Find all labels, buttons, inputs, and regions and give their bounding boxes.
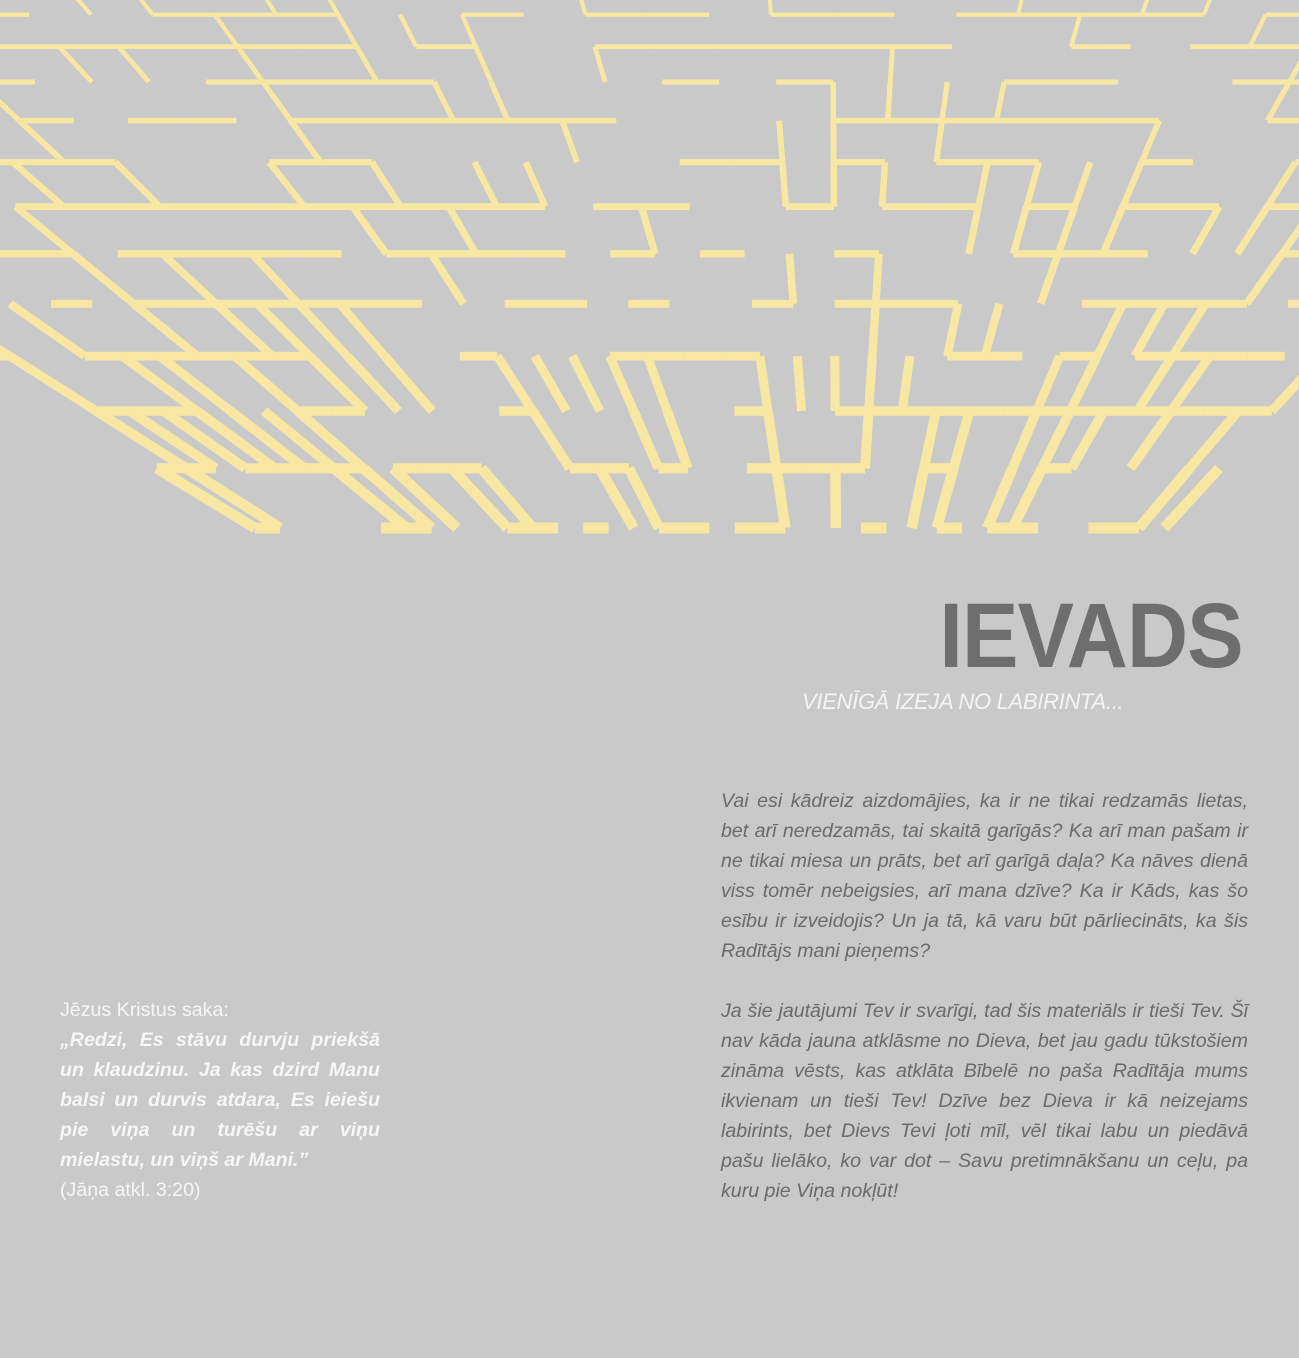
quote-text: „Redzi, Es stāvu durvju priekšā un klaudzinu. Ja kas dzird Manu balsi un durvis atdara, Es ieiešu pie viņa un turēšu ar viņu mielastu, un viņš ar Mani.” (60, 1029, 380, 1171)
page-title: IEVADS (939, 585, 1243, 687)
maze-wall (797, 356, 801, 411)
maze-wall (782, 162, 785, 206)
bible-quote (60, 995, 380, 1205)
maze-wall (890, 47, 892, 82)
maze-illustration (0, 0, 1299, 540)
intro-paragraph-1: Vai esi kādreiz aizdomājies, ka ir ne tikai redzamās lietas, bet arī neredzamās, tai skaitā garīgās? Ka arī man pašam ir ne tikai miesa un prāts, bet arī garīgā daļa? Ka nāves dienā viss tomēr nebeigsies, arī mana dzīve? Ka ir Kāds, kas šo esību ir izveidojis? Un ja tā, kā varu būt pārliecināts, ka šis Radītājs mani pieņems? (721, 790, 1248, 962)
maze-wall (769, 0, 771, 15)
maze-wall (779, 121, 782, 163)
maze-wall (789, 254, 793, 304)
quote-reference: (Jāņa atkl. 3:20) (60, 1179, 201, 1201)
maze-wall (865, 411, 869, 468)
maze-wall (888, 82, 891, 121)
page-subtitle: VIENĪGĀ IZEJA NO LABIRINTA... (802, 689, 1124, 714)
intro-paragraph-2: Ja šie jautājumi Tev ir svarīgi, tad šis materiāls ir tieši Tev. Šī nav kāda jauna atklāsme no Dieva, bet jau gadu tūkstošiem zināma vēsts, kas atklāta Bībelē no paša Radītāja mums ikvienam un tieši Tev! Dzīve bez Dieva ir kā neizejams labirints, bet Dievs Tevi ļoti mīl, vēl tikai labu un piedāvā pašu lielāko, ko var dot – Savu pretimnākšanu un ceļu, pa kuru pie Viņa nokļūt! (721, 1000, 1248, 1202)
maze-wall (882, 162, 885, 206)
quote-intro: Jēzus Kristus saka: (60, 999, 229, 1021)
maze-wall (869, 356, 873, 411)
maze-wall (876, 254, 879, 304)
maze-wall (872, 304, 875, 356)
